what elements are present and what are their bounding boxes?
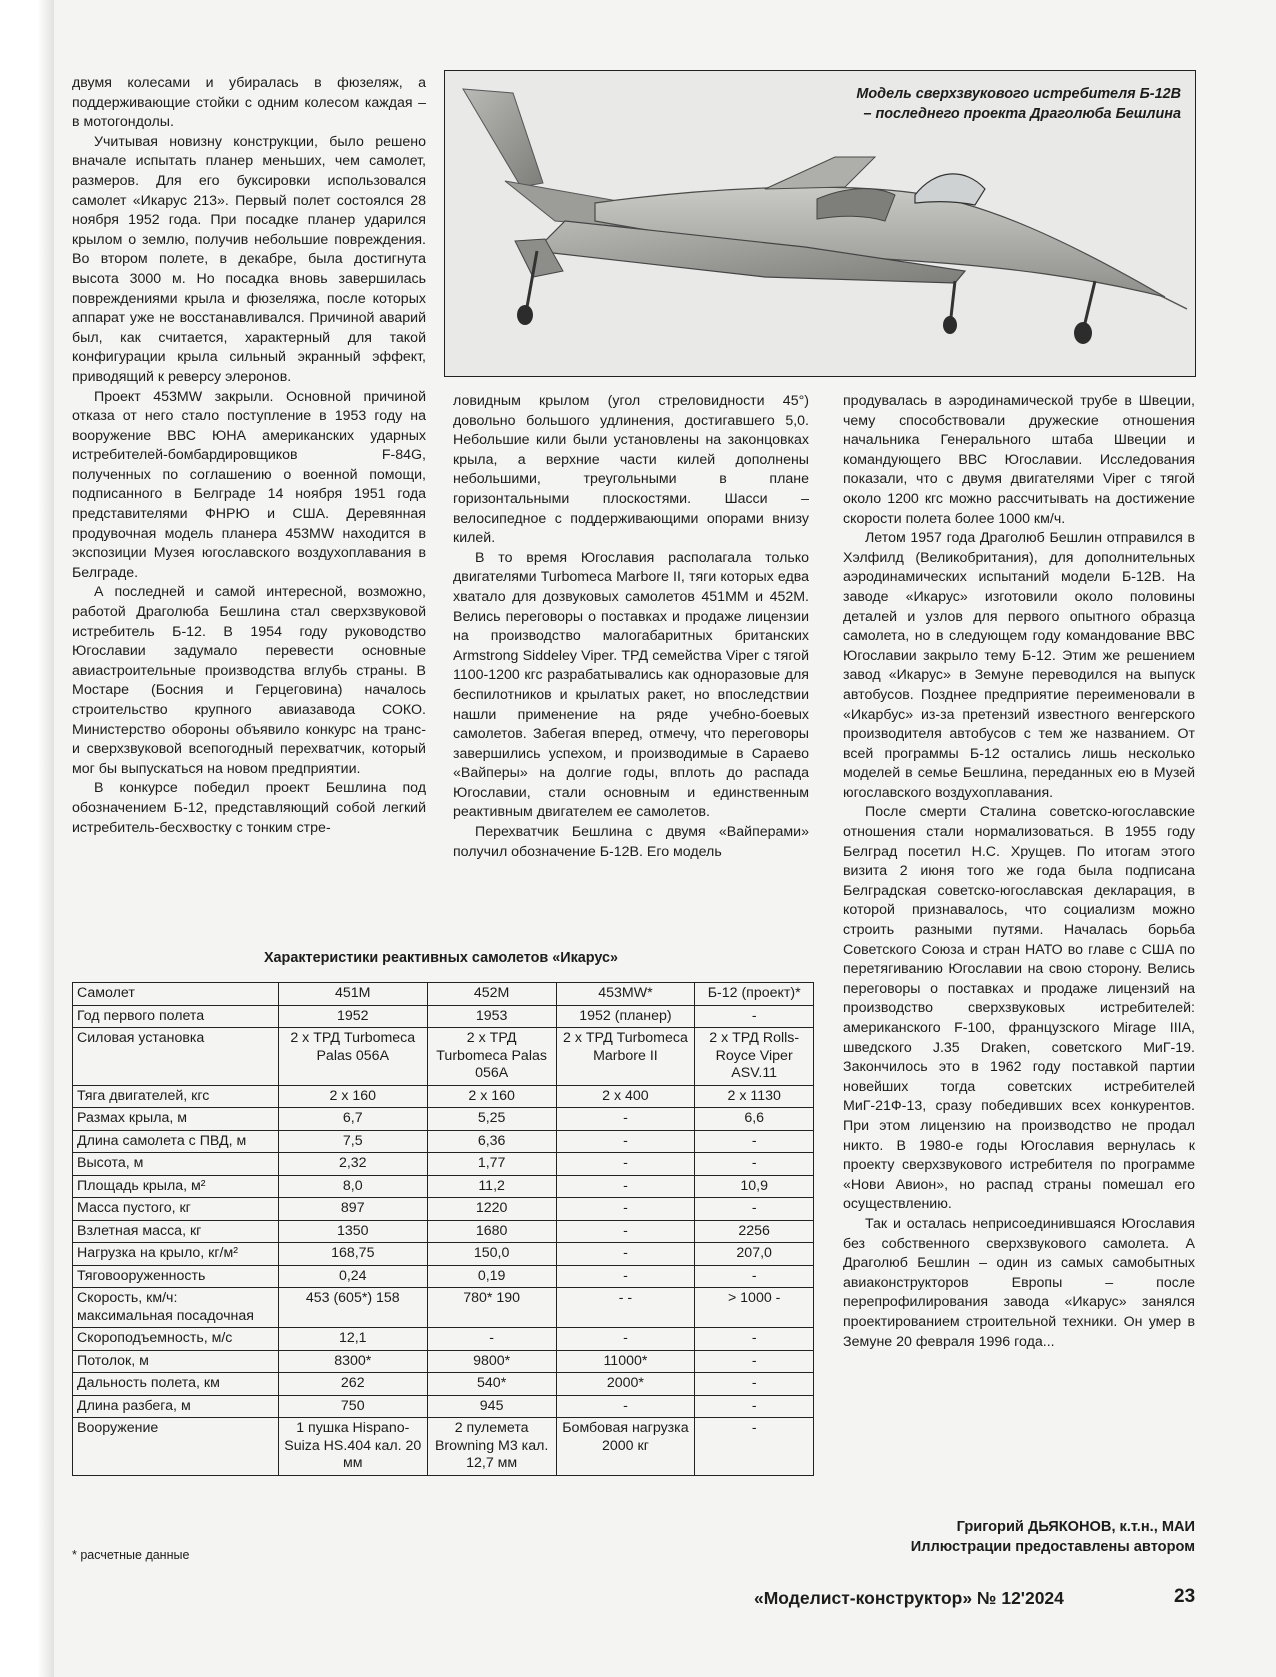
paragraph: А последней и самой интересной, возможно, работой Драголюба Бешлина стал сверхзвуковой истребитель Б-12. В 1954 году руководство Югославии задумало перевести основные авиастроительные производства вглубь страны. В Мостаре (Босния и Герцеговина) началось строительство крупного авиазавода СОКО. Министерство обороны объявило конкурс на транс- и сверхзвуковой всепогодный перехватчик, который мог бы выпускаться на новом предприятии. — [72, 584, 426, 777]
table-cell: - — [695, 1373, 814, 1396]
table-cell: Бомбовая нагрузка 2000 кг — [556, 1418, 695, 1476]
row-label: Размах крыла, м — [73, 1108, 279, 1131]
table-cell: 207,0 — [695, 1243, 814, 1266]
row-label: Длина разбега, м — [73, 1395, 279, 1418]
row-label: Взлетная масса, кг — [73, 1220, 279, 1243]
row-label: Вооружение — [73, 1418, 279, 1476]
table-cell: - — [427, 1328, 556, 1351]
table-cell: 2 х ТРД Turbomeca Palas 056A — [278, 1028, 427, 1086]
table-cell: 2 х 160 — [278, 1085, 427, 1108]
table-cell: - — [556, 1243, 695, 1266]
table-cell: 6,36 — [427, 1130, 556, 1153]
row-label: Самолет — [73, 983, 279, 1006]
table-cell: 2256 — [695, 1220, 814, 1243]
row-label: Скорость, км/ч: максимальная посадочная — [73, 1288, 279, 1328]
table-cell: - — [556, 1220, 695, 1243]
table-cell: - — [556, 1198, 695, 1221]
table-cell: - — [695, 1328, 814, 1351]
table-cell: 9800* — [427, 1350, 556, 1373]
table-row — [73, 1288, 814, 1328]
table-cell: 2 пулемета Browning M3 кал. 12,7 мм — [427, 1418, 556, 1476]
table-cell: - — [556, 1108, 695, 1131]
page-margin — [0, 0, 54, 1677]
table-cell: 1,77 — [427, 1153, 556, 1176]
table-row — [73, 1108, 814, 1131]
table-cell: - — [556, 1265, 695, 1288]
page-number: 23 — [1174, 1586, 1196, 1607]
figure-caption: Модель сверхзвукового истребителя Б-12В – последнего проекта Драголюба Бешлина — [856, 86, 1181, 122]
table-cell: Б-12 (проект)* — [695, 983, 814, 1006]
row-label: Высота, м — [73, 1153, 279, 1176]
table-cell: 2 х ТРД Turbomeca Palas 056A — [427, 1028, 556, 1086]
table-cell: 1680 — [427, 1220, 556, 1243]
table-row — [73, 1265, 814, 1288]
row-label: Нагрузка на крыло, кг/м² — [73, 1243, 279, 1266]
row-label: Дальность полета, км — [73, 1373, 279, 1396]
row-label: Площадь крыла, м² — [73, 1175, 279, 1198]
author-block — [843, 1517, 1195, 1557]
paragraph: двумя колесами и убиралась в фюзеляж, а поддерживающие стойки с одним колесом каждая – в мотогондолы. — [72, 75, 426, 131]
table-cell: 1350 — [278, 1220, 427, 1243]
table-cell: - — [556, 1175, 695, 1198]
table-cell: 2 х ТРД Turbomeca Marbore II — [556, 1028, 695, 1086]
table-cell: 750 — [278, 1395, 427, 1418]
row-label: Масса пустого, кг — [73, 1198, 279, 1221]
table-cell: 2000* — [556, 1373, 695, 1396]
row-label: Тяговооруженность — [73, 1265, 279, 1288]
paragraph: После смерти Сталина советско-югославские отношения стали нормализоваться. В 1955 году Белград посетил Н.С. Хрущев. По итогам этого визита 2 июня того же года была подписана Белградская советско-югославская декларация, в которой признавалось, что социализм можно строить разными путями. Началась борьба Советского Союза и стран НАТО во главе с США по перетягиванию Югославии на свою сторону. Велись переговоры о поставках и продаже лицензий на производство сверхзвуковых истребителей: американского F-100, французского Mirage IIIA, шведского J.35 Draken, советского МиГ-19. Закончилось это в 1962 году поставкой партии новейших тогда советских истребителей МиГ-21Ф-13, сразу победивших всех конкурентов. При этом лицензию на производство не продал никто. В 1980-е годы Югославия вернулась к проекту сверхзвукового истребителя по программе «Нови Авион», но распад страны помешал его осуществлению. — [843, 804, 1195, 1213]
row-label: Длина самолета с ПВД, м — [73, 1130, 279, 1153]
table-cell: - — [556, 1328, 695, 1351]
table-row — [73, 1220, 814, 1243]
table-cell: 12,1 — [278, 1328, 427, 1351]
text-column-3 — [843, 392, 1195, 1352]
table-cell: 2 х 400 — [556, 1085, 695, 1108]
table-cell: - — [695, 1130, 814, 1153]
table-cell: 6,7 — [278, 1108, 427, 1131]
paragraph: В конкурсе победил проект Бешлина под обозначением Б-12, представляющий собой легкий истребитель-бесхвостку с тонким стре- — [72, 780, 426, 836]
table-cell: - — [556, 1130, 695, 1153]
table-cell: 11,2 — [427, 1175, 556, 1198]
text-column-2 — [453, 392, 809, 862]
row-label: Силовая установка — [73, 1028, 279, 1086]
author-name: Григорий ДЬЯКОНОВ, к.т.н., МАИ — [956, 1519, 1195, 1535]
table-row — [73, 1243, 814, 1266]
table-cell: 945 — [427, 1395, 556, 1418]
table-cell: 6,6 — [695, 1108, 814, 1131]
table-cell: 262 — [278, 1373, 427, 1396]
paragraph: В то время Югославия располагала только двигателями Turbomeca Marbore II, тяги которых едва хватало для дозвуковых самолетов 451ММ и 452М. Велись переговоры о поставках и продаже лицензии на производство малогабаритных британских Armstrong Siddeley Viper. ТРД семейства Viper с тягой 1100-1200 кгс разрабатывались как одноразовые для беспилотников и крылатых ракет, но впоследствии нашли применение на ряде учебно-боевых самолетов. Забегая вперед, отмечу, что переговоры завершились успехом, и производимые в Сараево «Вайперы» на долгие годы, вплоть до распада Югославии, стали основным и единственным реактивным двигателем ее самолетов. — [453, 549, 809, 821]
table-cell: 453MW* — [556, 983, 695, 1006]
table-cell: > 1000 - — [695, 1288, 814, 1328]
table-cell: - — [695, 1153, 814, 1176]
table-cell: 2,32 — [278, 1153, 427, 1176]
paragraph: ловидным крылом (угол стреловидности 45°) довольно большого удлинения, достигавшего 5,0. Небольшие кили были установлены на законцовках крыла, а верхние части килей дополнены небольшими, треугольными в плане горизонтальными плоскостями. Шасси – велосипедное с поддерживающими опорами внизу килей. — [453, 393, 809, 547]
table-cell: - — [695, 1198, 814, 1221]
table-title: Характеристики реактивных самолетов «Икарус» — [263, 950, 619, 966]
table-cell: 0,24 — [278, 1265, 427, 1288]
table-cell: 780* 190 — [427, 1288, 556, 1328]
table-cell: 540* — [427, 1373, 556, 1396]
table-cell: 0,19 — [427, 1265, 556, 1288]
table-row — [73, 1198, 814, 1221]
table-cell: 150,0 — [427, 1243, 556, 1266]
table-cell: 8300* — [278, 1350, 427, 1373]
table-cell: 2 х ТРД Rolls-Royce Viper ASV.11 — [695, 1028, 814, 1086]
table-cell: - — [556, 1395, 695, 1418]
table-cell: - — [695, 1418, 814, 1476]
paragraph: Проект 453MW закрыли. Основной причиной отказа от него стало поступление в 1953 году на вооружение ВВС ЮНА американских ударных истребителей-бомбардировщиков F-84G, полученных по соглашению о военной помощи, подписанного в Белграде 14 ноября 1951 года представителями ФНРЮ и США. Деревянная продувочная модель планера 453MW находится в экспозиции Музея югославского воздухоплавания в Белграде. — [72, 388, 426, 581]
table-row — [73, 1153, 814, 1176]
journal-title: «Моделист-конструктор» № 12'2024 — [754, 1588, 1064, 1608]
row-label: Потолок, м — [73, 1350, 279, 1373]
table-cell: - — [695, 1265, 814, 1288]
table-cell: 897 — [278, 1198, 427, 1221]
table-row — [73, 1028, 814, 1086]
table-row — [73, 1005, 814, 1028]
table-cell: - - — [556, 1288, 695, 1328]
table-cell: 452М — [427, 983, 556, 1006]
table-cell: - — [556, 1153, 695, 1176]
table-cell: 1952 (планер) — [556, 1005, 695, 1028]
table-row — [73, 1130, 814, 1153]
table-cell: - — [695, 1395, 814, 1418]
table-row — [73, 1373, 814, 1396]
row-label: Год первого полета — [73, 1005, 279, 1028]
table-row — [73, 1418, 814, 1476]
table-cell: 7,5 — [278, 1130, 427, 1153]
aircraft-model-photo — [444, 70, 1196, 377]
table-cell: 453 (605*) 158 — [278, 1288, 427, 1328]
paragraph: Учитывая новизну конструкции, было решено вначале испытать планер меньших, чем самолет, размеров. Для его буксировки использовался самолет «Икарус 213». Первый полет состоялся 28 ноября 1952 года. При посадке планер ударился крылом о землю, получив небольшие повреждения. Во втором полете, в декабре, была достигнута высота 3000 м. Но посадка вновь завершилась повреждениями крыла и фюзеляжа, после которых аппарат уже не восстанавливался. Причиной аварий был, как считается, характерный для такой конфигурации крыла сильный экранный эффект, приводящий к реверсу элеронов. — [72, 133, 426, 385]
table-cell: 1952 — [278, 1005, 427, 1028]
paragraph: Перехватчик Бешлина с двумя «Вайперами» получил обозначение Б-12В. Его модель — [453, 824, 809, 860]
table-footnote: * расчетные данные — [72, 1548, 190, 1562]
table-cell: 1 пушка Hispano-Suiza HS.404 кал. 20 мм — [278, 1418, 427, 1476]
illustration-credit: Иллюстрации предоставлены автором — [910, 1539, 1195, 1555]
table-cell: 2 х 160 — [427, 1085, 556, 1108]
row-label: Тяга двигателей, кгс — [73, 1085, 279, 1108]
table-cell: 8,0 — [278, 1175, 427, 1198]
table-row — [73, 983, 814, 1006]
table-cell: 451М — [278, 983, 427, 1006]
table-cell: - — [695, 1350, 814, 1373]
table-row — [73, 1395, 814, 1418]
table-cell: - — [695, 1005, 814, 1028]
table-cell: 1953 — [427, 1005, 556, 1028]
paragraph: Так и осталась неприсоединившаяся Югославия без собственного сверхзвукового самолета. А Драголюб Бешлин – один из самых самобытных авиаконструкторов Европы – после перепрофилирования завода «Икарус» занялся проектированием строительной техники. Он умер в Земуне 20 февраля 1996 года... — [843, 1215, 1195, 1350]
table-cell: 2 х 1130 — [695, 1085, 814, 1108]
specs-table — [72, 982, 814, 1476]
table-cell: 5,25 — [427, 1108, 556, 1131]
table-row — [73, 1085, 814, 1108]
table-cell: 168,75 — [278, 1243, 427, 1266]
table-cell: 1220 — [427, 1198, 556, 1221]
paragraph: продувалась в аэродинамической трубе в Швеции, чему способствовали дружеские отношения начальника Генерального штаба Швеции и командующего ВВС Югославии. Исследования показали, что с двумя двигателями Viper с тягой около 1200 кгс можно рассчитывать на достижение скорости полета более 1000 км/ч. — [843, 393, 1195, 527]
table-row — [73, 1175, 814, 1198]
text-column-1 — [72, 74, 426, 838]
table-row — [73, 1350, 814, 1373]
paragraph: Летом 1957 года Драголюб Бешлин отправился в Хэлфилд (Великобритания), для дополнительных аэродинамических испытаний модели Б-12В. На заводе «Икарус» изготовили около половины деталей и узлов для первого опытного образца самолета, но в следующем году командование ВВС Югославии закрыло тему Б-12. Этим же решением завод «Икарус» в Земуне переводился на выпуск автобусов. Позднее предприятие переименовали в «Икарбус» из-за претензий известного венгерского производителя автобусов с тем же названием. От всей программы Б-12 остались лишь несколько моделей в семье Бешлина, переданных ею в Музей югославского воздухоплавания. — [843, 530, 1195, 801]
table-cell: 11000* — [556, 1350, 695, 1373]
table-cell: 10,9 — [695, 1175, 814, 1198]
row-label: Скороподъемность, м/с — [73, 1328, 279, 1351]
table-row — [73, 1328, 814, 1351]
